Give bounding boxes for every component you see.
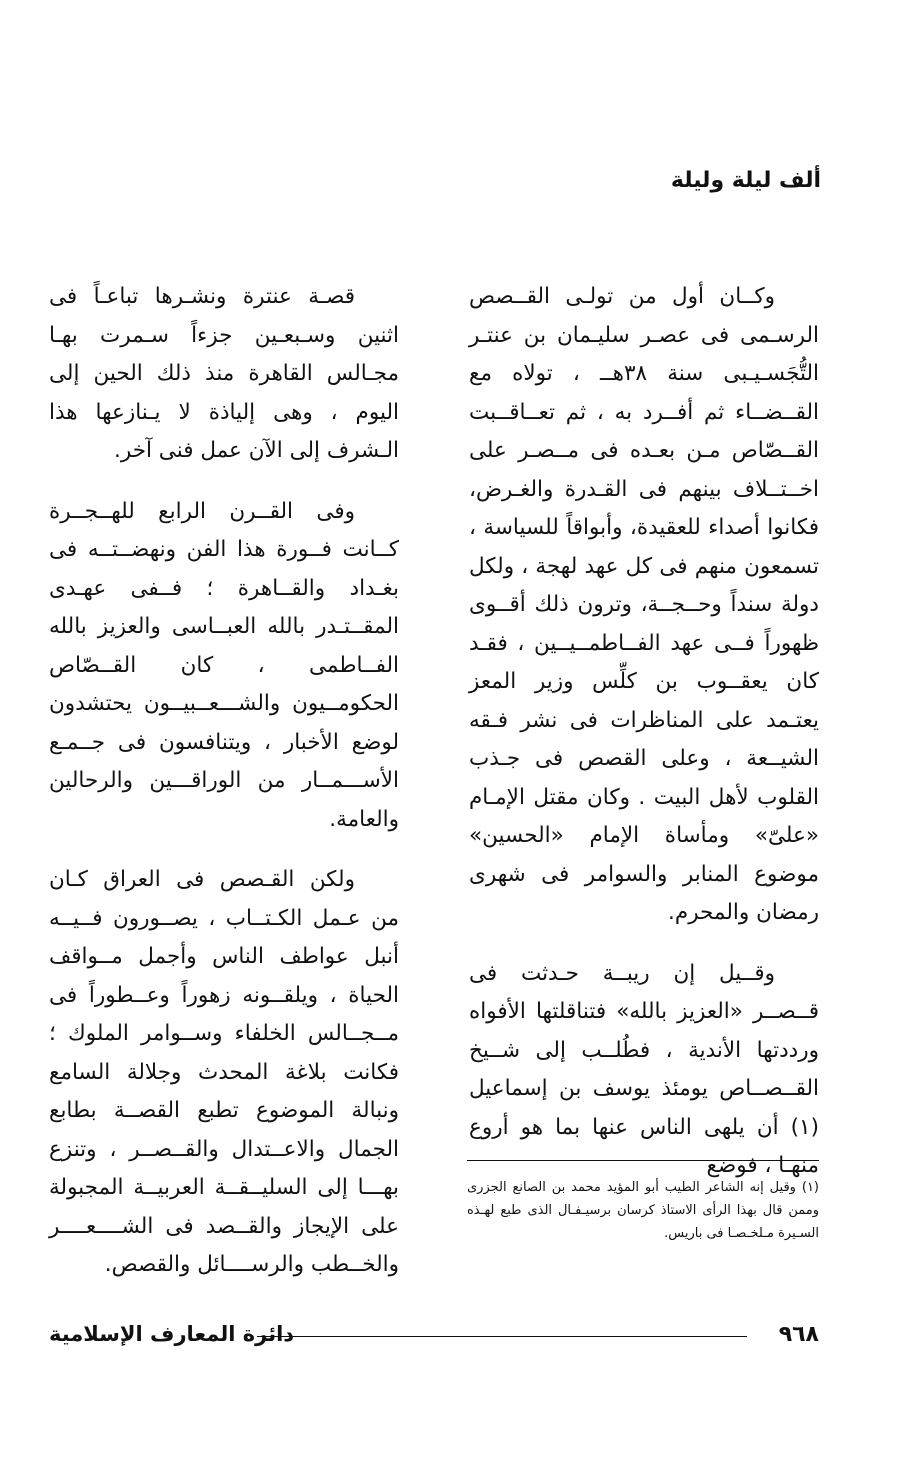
left-text-column [49,278,399,1285]
footnote: (١) وقيل إنه الشاعر الطيب أبو المؤيد محمد بن الصانع الجزرى وممن قال بهذا الرأى الاستاذ كرسان برسيـفـال الذى طبع لهـذه السـيرة مـلخـصـا فى باريس. [467,1180,819,1241]
right-text-column [469,278,819,1186]
running-title: ألف ليلة وليلة [670,168,821,193]
paragraph: وقــيل إن ريبــة حـدثت فى قــصــر «العزيز بالله» فتناقلتها الأفواه ورددتها الأندية ، فطُلــب إلى شــيخ القــصــاص يومئذ يوسف بن إسماعيل (١) أن يلهى الناس عنها بما هو أروع منهـا ، فوضع [469,960,819,1178]
paragraph: وكــان أول من تولـى القــصص الرسـمى فى عصـر سليـمان بن عنتـر التُّجَسـيـبى سنة ٣٨هــ ، تولاه مع القــضــاء ثم أفــرد به ، ثم تعــاقــبت القــصّاص مـن بعـده فى مــصـر على اخــتــلاف بينهم فى القـدرة والغـرض، فكانوا أصداء للعقيدة، وأبواقاً للسياسة ، تسمعون منهم فى كل عهد لهجة ، ولكل دولة سنداً وحــجــة، وترون ذلك أقــوى ظهوراً فــى عهد الفــاطمــيــين ، فقـد كان يعقــوب بن كلِّس وزير المعز يعتـمد على المناظرات فى نشر فـقه الشيــعة ، وعلى القصص فى جـذب القلوب لأهل البيت . وكان مقتل الإمـام «علىّ» ومأساة الإمام «الحسين» موضوع المنابر والسوامر فى شهرى رمضان والمحرم. [469,284,819,925]
publisher-name: دائرة المعارف الإسلامية [49,1322,295,1346]
page-number: ٩٦٨ [778,1322,819,1347]
paragraph: قصـة عنترة ونشـرها تباعـاً فى اثنين وسـبعـين جزءاً سـمرت بهـا مجـالس القاهرة منذ ذلك الحين إلى اليوم ، وهى إلياذة لا يـنازعها هذا الـشرف إلى الآن عمل فنى آخر. [49,284,399,463]
footnote-divider [467,1160,819,1161]
footer-divider [257,1336,747,1337]
page-footer [49,1322,819,1352]
paragraph: وفى القــرن الرابع للهــجــرة كــانت فــورة هذا الفن ونهضــتــه فى بغـداد والقــاهرة ؛ فــفى عهـدى المقــتـدر بالله العبــاسى والعزيز بالله الفــاطمى ، كان القــصّاص الحكومــيون والشـــعــبيــون يحتشدون لوضع الأخبار ، ويتنافسون فى جــمـع الأســـمــار من الوراقـــين والرحالين والعامة. [49,498,399,832]
paragraph: ولكن القـصص فى العراق كـان من عـمل الكـتــاب ، يصــورون فــيــه أنبل عواطف الناس وأجمل مــواقف الحياة ، ويلقــونه زهوراً وعــطوراً فى مــجــالس الخلفاء وســوامر الملوك ؛ فكانت بلاغة المحدث وجلالة السامع ونبالة الموضوع تطبع القصــة بطابع الجمال والاعــتدال والقــصــر ، وتنزع بهـــا إلى السليــقــة العربيــة المجبولة على الإيجاز والقــصد فى الشــــعــــر والخــطب والرســــائل والقصص. [49,867,399,1277]
